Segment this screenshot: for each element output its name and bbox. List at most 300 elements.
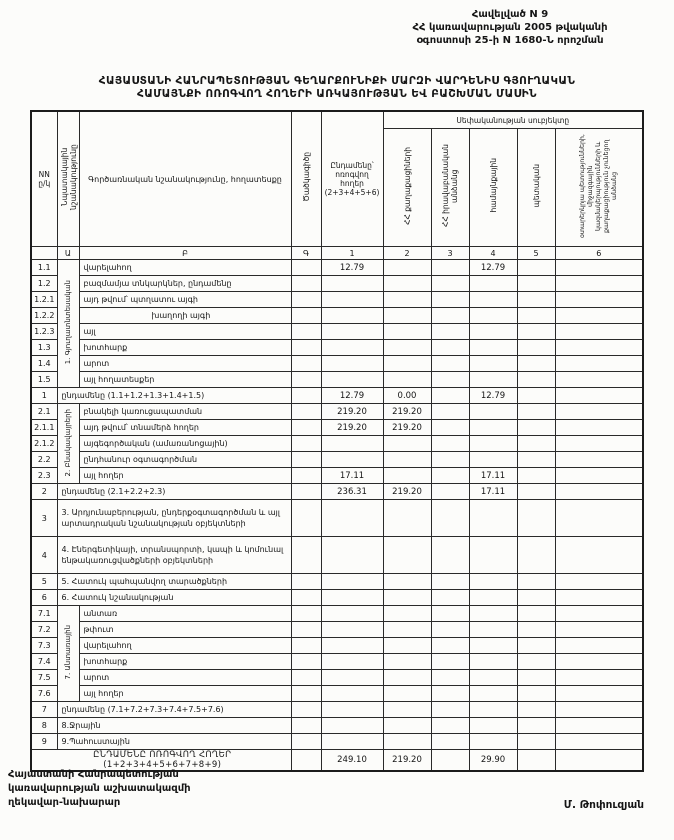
table-row (31, 308, 643, 324)
header-own-community-text: համայնքային (488, 158, 498, 213)
code-cell (291, 388, 321, 404)
header-own-legal-text: ՀՀ իրավաբանական անձանց (441, 144, 459, 227)
value-cell (383, 468, 431, 484)
appendix-line: Հավելված N 9 (471, 9, 549, 20)
row-label: ընդամենը (2.1+2.2+2.3) (57, 484, 291, 500)
value-cell (469, 452, 517, 468)
table-row (31, 404, 643, 420)
header-own-legal (431, 129, 469, 247)
value-cell (517, 686, 555, 702)
value-cell (321, 574, 383, 590)
value-cell: 12.79 (469, 260, 517, 276)
table-row (31, 638, 643, 654)
value-cell: 219.20 (383, 484, 431, 500)
value-cell (383, 734, 431, 750)
value-cell (383, 718, 431, 734)
value-cell (383, 686, 431, 702)
value-cell (469, 436, 517, 452)
value-cell (431, 404, 469, 420)
value-cell (555, 356, 643, 372)
value-cell (321, 622, 383, 638)
table-row (31, 388, 643, 404)
value-cell (555, 436, 643, 452)
value-cell (517, 420, 555, 436)
value-cell (517, 276, 555, 292)
value-cell (321, 734, 383, 750)
column-letter: 6 (555, 247, 643, 260)
value-cell (555, 590, 643, 606)
row-number: 5 (31, 574, 57, 590)
row-number: 7 (31, 702, 57, 718)
value-cell: 12.79 (321, 388, 383, 404)
value-cell (555, 388, 643, 404)
value-cell (431, 452, 469, 468)
value-cell (321, 590, 383, 606)
value-cell (321, 638, 383, 654)
row-label: այլ հողեր (79, 686, 291, 702)
table-row (31, 324, 643, 340)
row-label: այդ թվում՝ պտղատու այգի (79, 292, 291, 308)
table-row (31, 734, 643, 750)
value-cell (517, 388, 555, 404)
page-title (0, 75, 674, 101)
value-cell (555, 420, 643, 436)
table-row (31, 340, 643, 356)
table-row (31, 356, 643, 372)
value-cell (469, 420, 517, 436)
row-label: ԸՆԴԱՄԵՆԸ ՈՌՈԳՎՈՂ ՀՈՂԵՐ (1+2+3+4+5+6+7+8+9) (31, 750, 291, 772)
value-cell (517, 718, 555, 734)
value-cell (517, 537, 555, 574)
value-cell (383, 638, 431, 654)
value-cell (517, 606, 555, 622)
value-cell (517, 484, 555, 500)
value-cell (469, 654, 517, 670)
value-cell (555, 452, 643, 468)
section-label (57, 606, 79, 702)
row-label: 9.Պահուստային (57, 734, 291, 750)
row-label: արոտ (79, 356, 291, 372)
row-number: 7.5 (31, 670, 57, 686)
column-letters-row (31, 247, 643, 260)
row-label: բազմամյա տնկարկներ, ընդամենը (79, 276, 291, 292)
section-label (57, 260, 79, 388)
value-cell (469, 702, 517, 718)
value-cell (383, 340, 431, 356)
code-cell (291, 702, 321, 718)
row-label: անտառ (79, 606, 291, 622)
value-cell (555, 654, 643, 670)
row-number: 1.5 (31, 372, 57, 388)
value-cell: 12.79 (469, 388, 517, 404)
value-cell (321, 670, 383, 686)
value-cell (431, 574, 469, 590)
table-row (31, 574, 643, 590)
value-cell (469, 324, 517, 340)
value-cell (469, 670, 517, 686)
value-cell (517, 324, 555, 340)
footer (8, 768, 666, 810)
value-cell (321, 702, 383, 718)
value-cell (555, 537, 643, 574)
value-cell (555, 372, 643, 388)
value-cell (555, 686, 643, 702)
value-cell (517, 500, 555, 537)
header-nn: NN ը/կ (31, 111, 57, 247)
value-cell (383, 574, 431, 590)
row-number: 1.2.3 (31, 324, 57, 340)
code-cell (291, 574, 321, 590)
table-row (31, 686, 643, 702)
code-cell (291, 638, 321, 654)
code-cell (291, 468, 321, 484)
value-cell (431, 718, 469, 734)
value-cell (469, 276, 517, 292)
code-cell (291, 500, 321, 537)
value-cell (321, 537, 383, 574)
value-cell (517, 468, 555, 484)
header-functional-text: Գործառնական նշանակությունը, հողատեսքը (88, 174, 282, 184)
value-cell (383, 702, 431, 718)
row-label: 5. Հատուկ պահպանվող տարածքների (57, 574, 291, 590)
value-cell: 219.20 (383, 750, 431, 772)
header-own-foreign-text: օտարերկրյա պետությունների, միջազգային կազմակերպությունների և քաղաքացիություն չունեցող անձանց (578, 133, 618, 238)
signature-name: Մ. Թոփուզյան (563, 799, 644, 811)
value-cell (431, 622, 469, 638)
code-cell (291, 308, 321, 324)
code-cell (291, 324, 321, 340)
value-cell (555, 500, 643, 537)
header-code-text: Ծածկագիծը (301, 152, 311, 202)
footer-org-line: Հայաստանի Հանրապետության (8, 769, 179, 780)
value-cell (431, 702, 469, 718)
value-cell (431, 308, 469, 324)
table-row (31, 452, 643, 468)
value-cell (555, 340, 643, 356)
table-row (31, 606, 643, 622)
value-cell (383, 537, 431, 574)
value-cell (383, 590, 431, 606)
value-cell (555, 670, 643, 686)
value-cell (555, 718, 643, 734)
section-label-text: 7. Անտառային (64, 625, 72, 680)
row-label: խաղողի այգի (79, 308, 291, 324)
code-cell (291, 292, 321, 308)
column-letter: 4 (469, 247, 517, 260)
code-cell (291, 718, 321, 734)
value-cell (469, 606, 517, 622)
code-cell (291, 670, 321, 686)
value-cell (517, 356, 555, 372)
code-cell (291, 622, 321, 638)
value-cell (555, 702, 643, 718)
header-ownership-group: Սեփականության սուբյեկտը (383, 111, 643, 129)
value-cell (555, 260, 643, 276)
row-number: 2.1.2 (31, 436, 57, 452)
value-cell (469, 638, 517, 654)
header-purpose-text: Նպատակային նշանակությունը (59, 144, 78, 210)
value-cell: 219.20 (383, 420, 431, 436)
row-label: թփուտ (79, 622, 291, 638)
row-label: արոտ (79, 670, 291, 686)
value-cell (469, 590, 517, 606)
value-cell (555, 308, 643, 324)
value-cell (517, 452, 555, 468)
row-label: 6. Հատուկ նշանակության (57, 590, 291, 606)
value-cell (469, 686, 517, 702)
value-cell (431, 537, 469, 574)
value-cell (431, 372, 469, 388)
value-cell (383, 324, 431, 340)
row-label: այդ թվում՝ տնամերձ հողեր (79, 420, 291, 436)
table-row (31, 670, 643, 686)
row-number: 2.1 (31, 404, 57, 420)
value-cell (383, 436, 431, 452)
table-body (31, 260, 643, 772)
value-cell (517, 638, 555, 654)
value-cell (517, 260, 555, 276)
value-cell (383, 500, 431, 537)
table-row (31, 718, 643, 734)
value-cell (321, 606, 383, 622)
value-cell (431, 260, 469, 276)
column-letter: 2 (383, 247, 431, 260)
column-letter: 5 (517, 247, 555, 260)
header-own-foreign (555, 129, 643, 247)
column-letter: 1 (321, 247, 383, 260)
row-number: 1.3 (31, 340, 57, 356)
row-label: ընդամենը (1.1+1.2+1.3+1.4+1.5) (57, 388, 291, 404)
section-label-text: 2. Բնակավայրերի (64, 408, 72, 477)
code-cell (291, 590, 321, 606)
value-cell (383, 356, 431, 372)
row-number: 2.3 (31, 468, 57, 484)
row-number: 1.2.2 (31, 308, 57, 324)
row-label: 8.Ջրային (57, 718, 291, 734)
value-cell (469, 404, 517, 420)
value-cell (555, 324, 643, 340)
table-row (31, 372, 643, 388)
table-row (31, 590, 643, 606)
value-cell (555, 638, 643, 654)
row-label: ընդամենը (7.1+7.2+7.3+7.4+7.5+7.6) (57, 702, 291, 718)
row-number: 3 (31, 500, 57, 537)
row-number: 7.6 (31, 686, 57, 702)
column-letter (31, 247, 57, 260)
row-label: բնակելի կառուցապատման (79, 404, 291, 420)
row-number: 8 (31, 718, 57, 734)
column-letter: Ա (57, 247, 79, 260)
value-cell: 17.11 (469, 484, 517, 500)
value-cell (517, 574, 555, 590)
value-cell (555, 734, 643, 750)
title-line: ՀԱՄԱՅՆՔԻ ՈՌՈԳՎՈՂ ՀՈՂԵՐԻ ԱՌԿԱՅՈՒԹՅԱՆ ԵՎ ԲԱՇԽՄԱՆ ՄԱՍԻՆ (137, 88, 537, 100)
value-cell (517, 308, 555, 324)
value-cell (517, 622, 555, 638)
value-cell (383, 308, 431, 324)
value-cell (517, 436, 555, 452)
value-cell (517, 590, 555, 606)
value-cell (555, 276, 643, 292)
value-cell (431, 484, 469, 500)
value-cell (469, 292, 517, 308)
row-label: 3. Արդյունաբերության, ընդերքօգտագործման և այլ արտադրական նշանակության օբյեկտների (57, 500, 291, 537)
value-cell: 29.90 (469, 750, 517, 772)
value-cell (469, 574, 517, 590)
value-cell: 17.11 (321, 468, 383, 484)
value-cell (383, 654, 431, 670)
table-row (31, 537, 643, 574)
value-cell (383, 260, 431, 276)
value-cell (321, 276, 383, 292)
code-cell (291, 340, 321, 356)
row-number: 1.4 (31, 356, 57, 372)
value-cell (321, 308, 383, 324)
row-number: 9 (31, 734, 57, 750)
column-letter: Բ (79, 247, 291, 260)
appendix-note (360, 8, 660, 47)
header-purpose (57, 111, 79, 247)
value-cell (555, 292, 643, 308)
value-cell (431, 670, 469, 686)
column-letter: Գ (291, 247, 321, 260)
value-cell (321, 436, 383, 452)
row-number: 1.2.1 (31, 292, 57, 308)
value-cell (431, 686, 469, 702)
value-cell (431, 340, 469, 356)
value-cell (517, 372, 555, 388)
code-cell (291, 452, 321, 468)
row-number: 2.1.1 (31, 420, 57, 436)
value-cell: 17.11 (469, 468, 517, 484)
code-cell (291, 686, 321, 702)
irrigated-lands-table (30, 110, 644, 772)
row-label: վարելահող (79, 260, 291, 276)
value-cell (321, 340, 383, 356)
row-label: այլ հողատեսքեր (79, 372, 291, 388)
value-cell (469, 734, 517, 750)
value-cell (517, 340, 555, 356)
value-cell (431, 420, 469, 436)
value-cell (321, 372, 383, 388)
value-cell (555, 484, 643, 500)
value-cell (469, 500, 517, 537)
value-cell: 12.79 (321, 260, 383, 276)
value-cell (517, 702, 555, 718)
header-total-irrigated: Ընդամենը՝ ոռոգվող հողեր (2+3+4+5+6) (321, 111, 383, 247)
value-cell (321, 324, 383, 340)
value-cell (469, 308, 517, 324)
value-cell (555, 622, 643, 638)
header-code (291, 111, 321, 247)
value-cell (321, 654, 383, 670)
value-cell (555, 468, 643, 484)
section-label (57, 404, 79, 484)
value-cell (555, 606, 643, 622)
value-cell: 249.10 (321, 750, 383, 772)
value-cell (469, 622, 517, 638)
value-cell (469, 537, 517, 574)
row-label: խոտհարք (79, 654, 291, 670)
value-cell: 236.31 (321, 484, 383, 500)
value-cell (517, 404, 555, 420)
code-cell (291, 404, 321, 420)
row-number: 2.2 (31, 452, 57, 468)
table-row (31, 420, 643, 436)
column-letter: 3 (431, 247, 469, 260)
value-cell (321, 686, 383, 702)
header-own-community (469, 129, 517, 247)
value-cell (383, 606, 431, 622)
row-number: 7.4 (31, 654, 57, 670)
row-label: այգեգործական (ամառանոցային) (79, 436, 291, 452)
code-cell (291, 654, 321, 670)
value-cell (517, 292, 555, 308)
value-cell (321, 292, 383, 308)
value-cell: 0.00 (383, 388, 431, 404)
row-number: 2 (31, 484, 57, 500)
row-number: 7.2 (31, 622, 57, 638)
value-cell (469, 718, 517, 734)
header-own-state (517, 129, 555, 247)
table-row (31, 292, 643, 308)
value-cell: 219.20 (383, 404, 431, 420)
value-cell (383, 276, 431, 292)
value-cell (321, 500, 383, 537)
row-label: այլ (79, 324, 291, 340)
table-row (31, 654, 643, 670)
value-cell (321, 452, 383, 468)
table-row (31, 276, 643, 292)
section-label-text: 1. Գյուղատնտեսական (64, 280, 72, 365)
value-cell (321, 356, 383, 372)
code-cell (291, 606, 321, 622)
value-cell (555, 404, 643, 420)
row-label: խոտհարք (79, 340, 291, 356)
value-cell (469, 372, 517, 388)
value-cell (517, 670, 555, 686)
row-label: վարելահող (79, 638, 291, 654)
header-own-citizens-text: ՀՀ քաղաքացիների (402, 146, 412, 225)
table-row (31, 622, 643, 638)
table-row (31, 484, 643, 500)
row-number: 1 (31, 388, 57, 404)
code-cell (291, 484, 321, 500)
header-own-citizens (383, 129, 431, 247)
value-cell: 219.20 (321, 404, 383, 420)
table-row (31, 436, 643, 452)
table-row (31, 500, 643, 537)
value-cell (517, 734, 555, 750)
value-cell (383, 452, 431, 468)
value-cell (469, 356, 517, 372)
row-number: 1.1 (31, 260, 57, 276)
code-cell (291, 260, 321, 276)
value-cell (469, 340, 517, 356)
row-number: 1.2 (31, 276, 57, 292)
code-cell (291, 436, 321, 452)
code-cell (291, 276, 321, 292)
code-cell (291, 372, 321, 388)
table-row (31, 468, 643, 484)
title-line: ՀԱՅԱՍՏԱՆԻ ՀԱՆՐԱՊԵՏՈՒԹՅԱՆ ԳԵՂԱՐՔՈՒՆԻՔԻ ՄԱՐԶԻ ՎԱՐԴԵՆԻՍ ԳՅՈՒՂԱԿԱՆ (98, 75, 576, 87)
value-cell (383, 292, 431, 308)
value-cell (383, 622, 431, 638)
table-row (31, 702, 643, 718)
value-cell (431, 500, 469, 537)
value-cell (383, 372, 431, 388)
code-cell (291, 420, 321, 436)
